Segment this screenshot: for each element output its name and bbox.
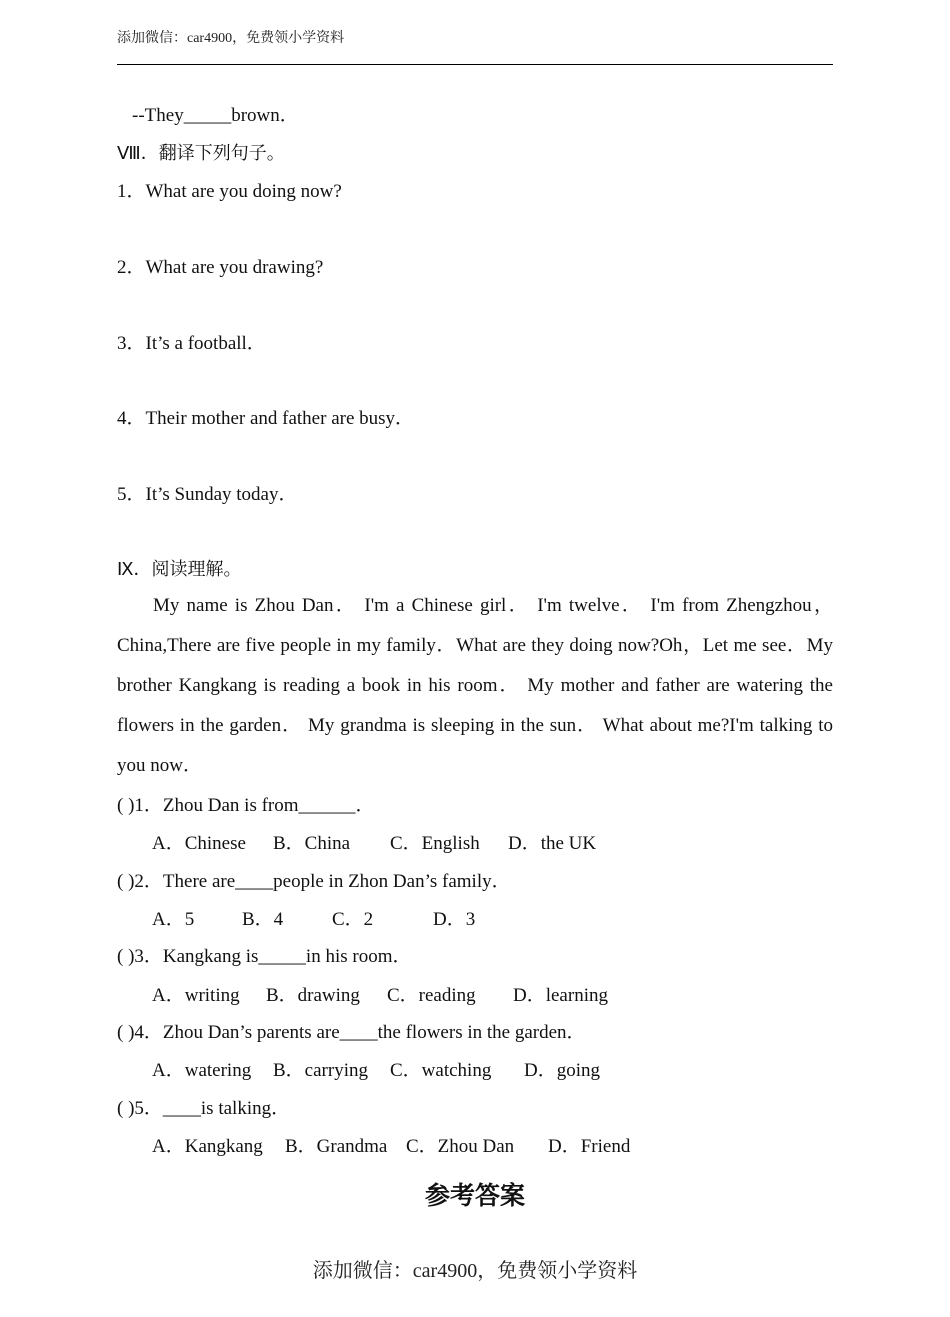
question-3-stem: ( )3．Kangkang is_____in his room． [117, 946, 412, 967]
question-4-options [152, 1055, 600, 1082]
question-2-stem: ( )2．There are____people in Zhon Dan’s family． [117, 871, 511, 892]
question-3-options [152, 980, 608, 1007]
question-4-option-c: C．watching [390, 1060, 492, 1081]
answer-key-title: 参考答案 [424, 1181, 525, 1210]
reading-passage-text: My name is Zhou Dan． I'm a Chinese girl． I'm twelve． I'm from Zhengzhou，China,There are five people in my family．What are they doing now?Oh，Let me see．My brother Kangkang is reading a book in his room． My mother and father are watering the flowers in the garden． My grandma is sleeping in the sun． What about me?I'm talking to you now． [117, 595, 833, 776]
question-4-option-a: A．watering [152, 1060, 252, 1081]
header-divider [117, 64, 833, 65]
question-3-option-b: B．drawing [266, 985, 360, 1006]
question-4-stem: ( )4．Zhou Dan’s parents are____the flowers in the garden． [117, 1022, 586, 1043]
section-8-title: Ⅷ．翻译下列句子。 [117, 143, 285, 164]
question-5-option-b: B．Grandma [285, 1136, 388, 1157]
question-1-option-d: D．the UK [508, 833, 597, 854]
translation-item-3: 3．It’s a football． [117, 333, 266, 354]
question-5-option-c: C．Zhou Dan [406, 1136, 515, 1157]
question-2-option-a: A．5 [152, 909, 195, 930]
reading-passage [117, 586, 833, 786]
question-4-option-b: B．carrying [273, 1060, 368, 1081]
question-1-option-a: A．Chinese [152, 833, 246, 854]
question-1-option-b: B．China [273, 833, 351, 854]
question-1-stem: ( )1．Zhou Dan is from______． [117, 795, 375, 816]
question-1-options [152, 828, 596, 855]
question-3-option-d: D．learning [513, 985, 608, 1006]
question-1-option-c: C．English [390, 833, 480, 854]
translation-item-2: 2．What are you drawing? [117, 257, 324, 278]
question-2-options [152, 904, 475, 931]
footer-watermark-text: 添加微信：car4900，免费领小学资料 [312, 1260, 638, 1282]
question-5-option-a: A．Kangkang [152, 1136, 263, 1157]
prev-answer-line: --They_____brown． [132, 105, 299, 126]
question-5-option-d: D．Friend [548, 1136, 631, 1157]
question-3-option-a: A．writing [152, 985, 240, 1006]
question-2-option-c: C．2 [332, 909, 374, 930]
translation-item-4: 4．Their mother and father are busy． [117, 408, 415, 429]
question-5-options [152, 1131, 630, 1158]
section-9-title: Ⅸ．阅读理解。 [117, 559, 242, 580]
question-3-option-c: C．reading [387, 985, 476, 1006]
translation-item-1: 1．What are you doing now? [117, 181, 342, 202]
translation-item-5: 5．It’s Sunday today． [117, 484, 298, 505]
header-watermark-text: 添加微信：car4900，免费领小学资料 [117, 31, 345, 46]
question-2-option-d: D．3 [433, 909, 476, 930]
question-4-option-d: D．going [524, 1060, 601, 1081]
question-2-option-b: B．4 [242, 909, 284, 930]
question-5-stem: ( )5．____is talking． [117, 1098, 291, 1119]
